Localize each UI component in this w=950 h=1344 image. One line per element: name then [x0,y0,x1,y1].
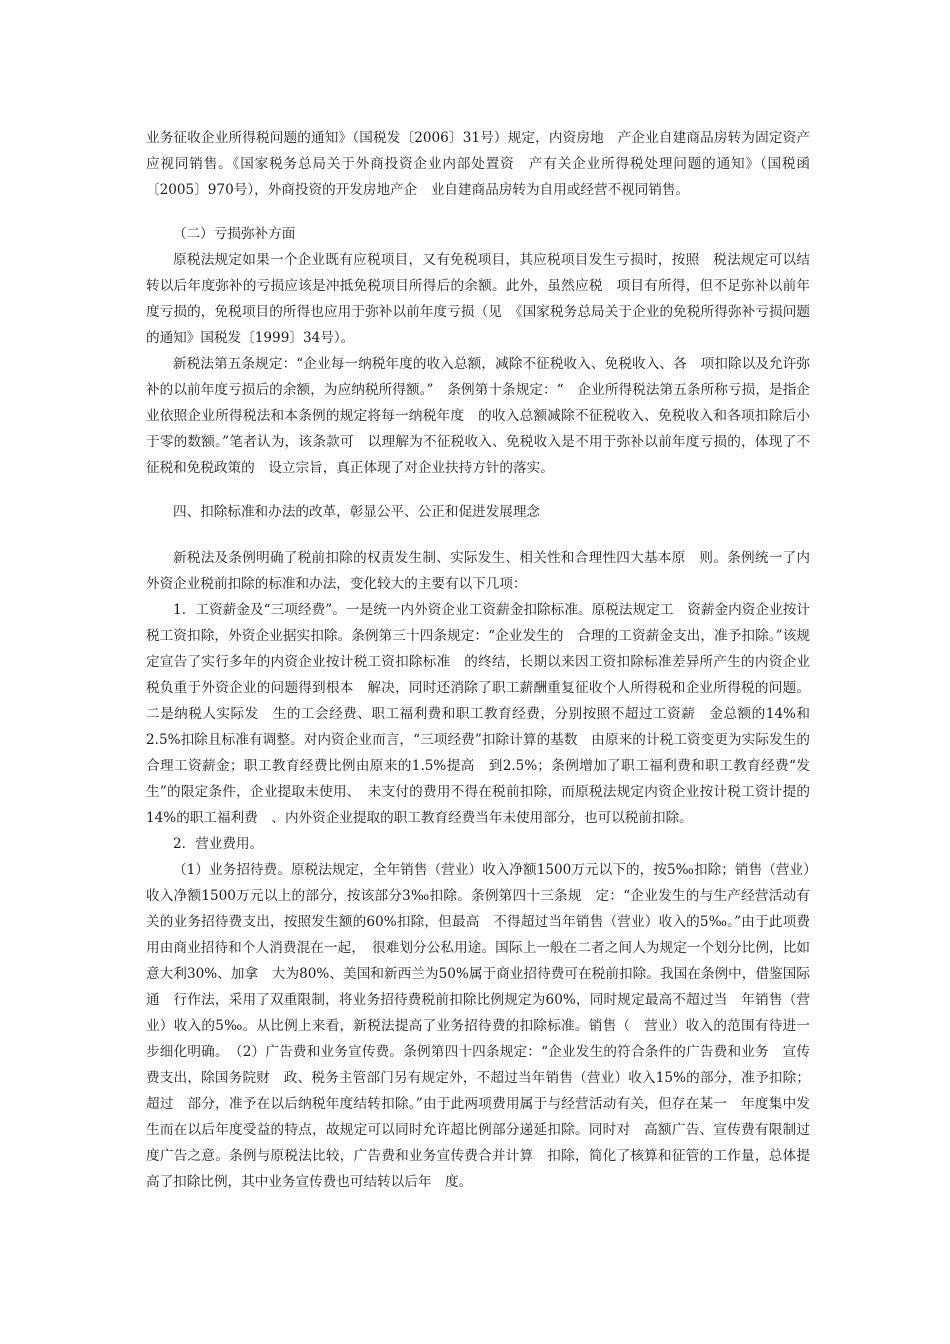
paragraph-old-law-loss: 原税法规定如果一个企业既有应税项目，又有免税项目，其应税项目发生亏损时，按照 税法规定可以结转以后年度弥补的亏损应该是冲抵免税项目所得后的余额。此外，虽然应税 项目有所得，但不足弥补以前年度亏损的，免税项目的所得也应用于弥补以前年度亏损（见 《国家税务总局关于企业的免税所得弥补亏损问题的通知》国税发〔1999〕34号）。 [146,252,810,346]
paragraph-entertainment-advertising: （1）业务招待费。原税法规定，全年销售（营业）收入净额1500万元以下的，按5‰扣除；销售（营业）收入净额1500万元以上的部分，按该部分3‰扣除。条例第四十三条规 定：“企业发生的与生产经营活动有关的业务招待费支出，按照发生额的60%扣除，但最高 不得超过当年销售（营业）收入的5‰。”由于此项费用由商业招待和个人消费混在一起， 很难划分公私用途。国际上一般在二者之间人为规定一个划分比例，比如意大利30%、加拿 大为80%、美国和新西兰为50%属于商业招待费可在税前扣除。我国在条例中，借鉴国际通 行作法，采用了双重限制，将业务招待费税前扣除比例规定为60%，同时规定最高不超过当 年销售（营业）收入的5‰。从比例上来看，新税法提高了业务招待费的扣除标准。销售（ 营业）收入的范围有待进一步细化明确。 （2）广告费和业务宣传费。条例第四十四条规定：“企业发生的符合条件的广告费和业务 宣传费支出，除国务院财 政、税务主管部门另有规定外，不超过当年销售（营业）收入15%的部分，准予扣除；超过 部分，准予在以后纳税年度结转扣除。”由于此两项费用属于与经营活动有关，但存在某一 年度集中发生而在以后年度受益的特点，故规定可以同时允许超比例部分递延扣除。同时对 高额广告、宣传费有限制过度广告之意。条例与原税法比较，广告费和业务宣传费合并计算 扣除，简化了核算和征管的工作量，总体提高了扣除比例，其中业务宣传费也可结转以后年 度。 [146,862,810,1190]
paragraph-new-law-article-5: 新税法第五条规定：“企业每一纳税年度的收入总额，减除不征税收入、免税收入、各 项扣除以及允许弥补的以前年度亏损后的余额，为应纳税所得额。” 条例第十条规定：“ 企业所得税法第五条所称亏损，是指企业依照企业所得税法和本条例的规定将每一纳税年度 的收入总额减除不征税收入、免税收入和各项扣除后小于零的数额。”笔者认为，该条款可 以理解为不征税收入、免税收入是不用于弥补以前年度亏损的，体现了不征税和免税政策的 设立宗旨，真正体现了对企业扶持方针的落实。 [146,356,810,476]
section-heading-loss-offset: （二）亏损弥补方面 [173,226,296,242]
section-heading-deduction-reform: 四、扣除标准和办法的改革，彰显公平、公正和促进发展理念 [173,504,541,520]
document-body [146,125,810,1195]
paragraph-wages-three-funds: 1．工资薪金及“三项经费”。一是统一内外资企业工资薪金扣除标准。原税法规定工 资薪金内资企业按计税工资扣除，外资企业据实扣除。条例第三十四条规定：“企业发生的 合理的工资薪金支出，准予扣除。”该规定宣告了实行多年的内资企业按计税工资扣除标准 的终结，长期以来因工资扣除标准差异所产生的内资企业税负重于外资企业的问题得到根本 解决，同时还消除了职工薪酬重复征收个人所得税和企业所得税的问题。二是纳税人实际发 生的工会经费、职工福利费和职工教育经费，分别按照不超过工资薪 金总额的14%和2.5%扣除且标准有调整。对内资企业而言，“三项经费”扣除计算的基数 由原来的计税工资变更为实际发生的合理工资薪金；职工教育经费比例由原来的1.5%提高 到2.5%；条例增加了职工福利费和职工教育经费“发生”的限定条件，企业提取未使用、 未支付的费用不得在税前扣除，而原税法规定内资企业按计税工资计提的14%的职工福利费 、内外资企业提取的职工教育经费当年未使用部分，也可以税前扣除。 [146,602,810,826]
paragraph-continued-notice: 业务征收企业所得税问题的通知》（国税发〔2006〕31号）规定，内资房地 产企业自建商品房转为固定资产应视同销售。《国家税务总局关于外商投资企业内部处置资 产有关企业所得税处理问题的通知》（国税函〔2005〕970号），外商投资的开发房地产企 业自建商品房转为自用或经营不视同销售。 [146,130,810,198]
paragraph-operating-expenses-heading: 2．营业费用。 [173,836,264,852]
paragraph-deduction-principles: 新税法及条例明确了税前扣除的权责发生制、实际发生、相关性和合理性四大基本原 则。条例统一了内外资企业税前扣除的标准和办法，变化较大的主要有以下几项： [146,550,810,592]
